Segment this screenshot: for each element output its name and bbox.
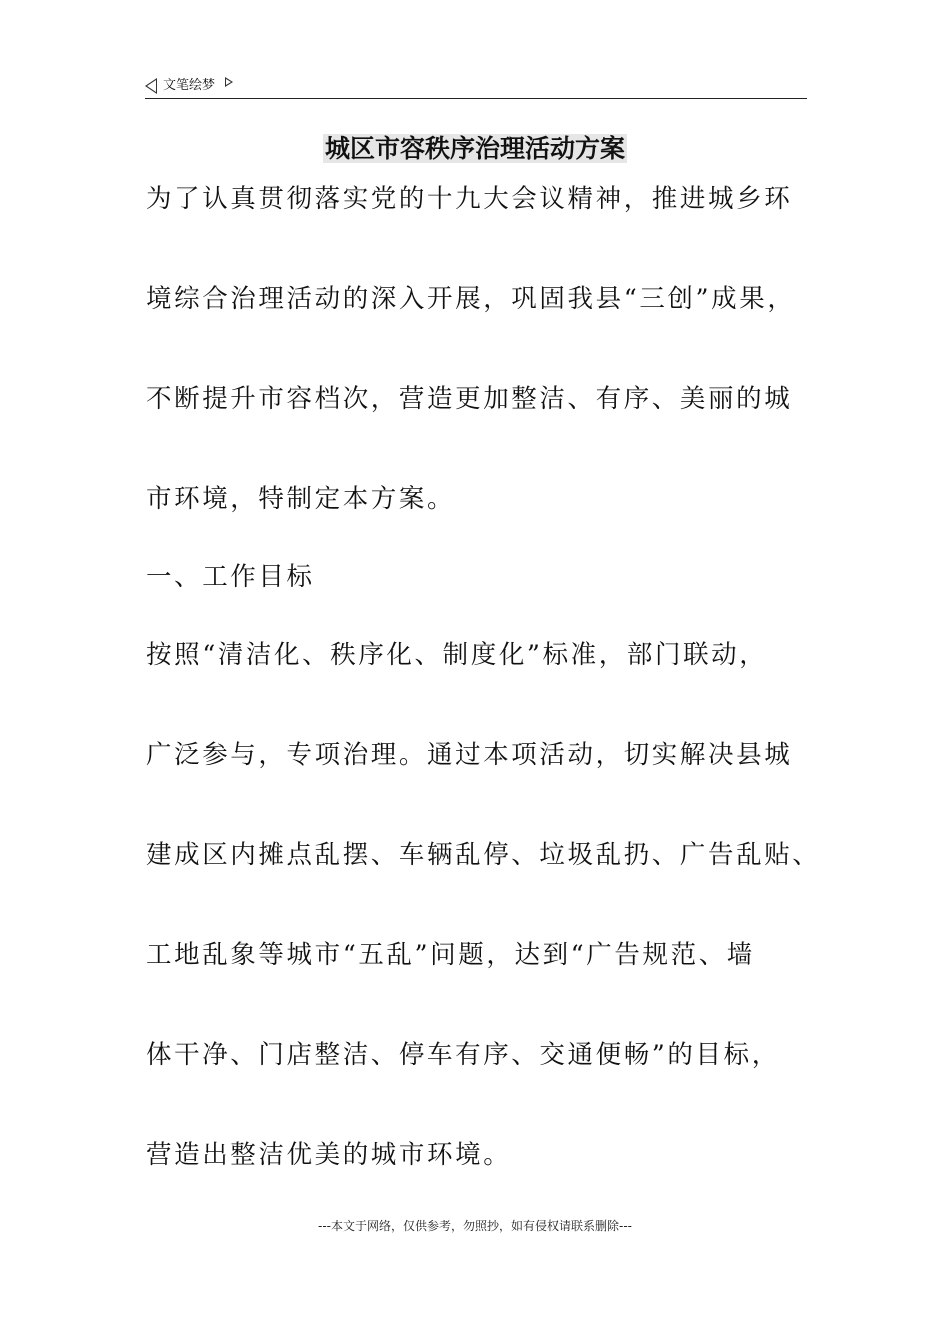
body-line: 体干净、门店整洁、停车有序、交通便畅”的目标， [146, 1040, 780, 1070]
left-triangle-icon [145, 78, 157, 94]
document-title-wrap [0, 130, 950, 168]
header-label: 文笔绘梦 [163, 78, 216, 93]
body-line: 工地乱象等城市“五乱”问题，达到“广告规范、墙 [146, 940, 755, 970]
body-line: 不断提升市容档次，营造更加整洁、有序、美丽的城 [146, 384, 793, 414]
right-triangle-icon [225, 77, 233, 87]
body-line: 市环境，特制定本方案。 [146, 484, 456, 514]
body-line: 建成区内摊点乱摆、车辆乱停、垃圾乱扔、广告乱贴、 [146, 840, 821, 870]
body-line: 境综合治理活动的深入开展，巩固我县“三创”成果， [146, 284, 796, 314]
body-line: 按照“清洁化、秩序化、制度化”标准，部门联动， [146, 640, 768, 670]
page-header [145, 74, 807, 99]
document-title: 城区市容秩序治理活动方案 [324, 134, 625, 163]
body-line: 广泛参与，专项治理。通过本项活动，切实解决县城 [146, 740, 793, 770]
section-heading: 一、工作目标 [146, 562, 315, 592]
footer-disclaimer: ---本文于网络，仅供参考，勿照抄，如有侵权请联系删除--- [318, 1219, 632, 1233]
body-line: 为了认真贯彻落实党的十九大会议精神，推进城乡环 [146, 184, 793, 214]
body-line: 营造出整洁优美的城市环境。 [146, 1140, 512, 1170]
